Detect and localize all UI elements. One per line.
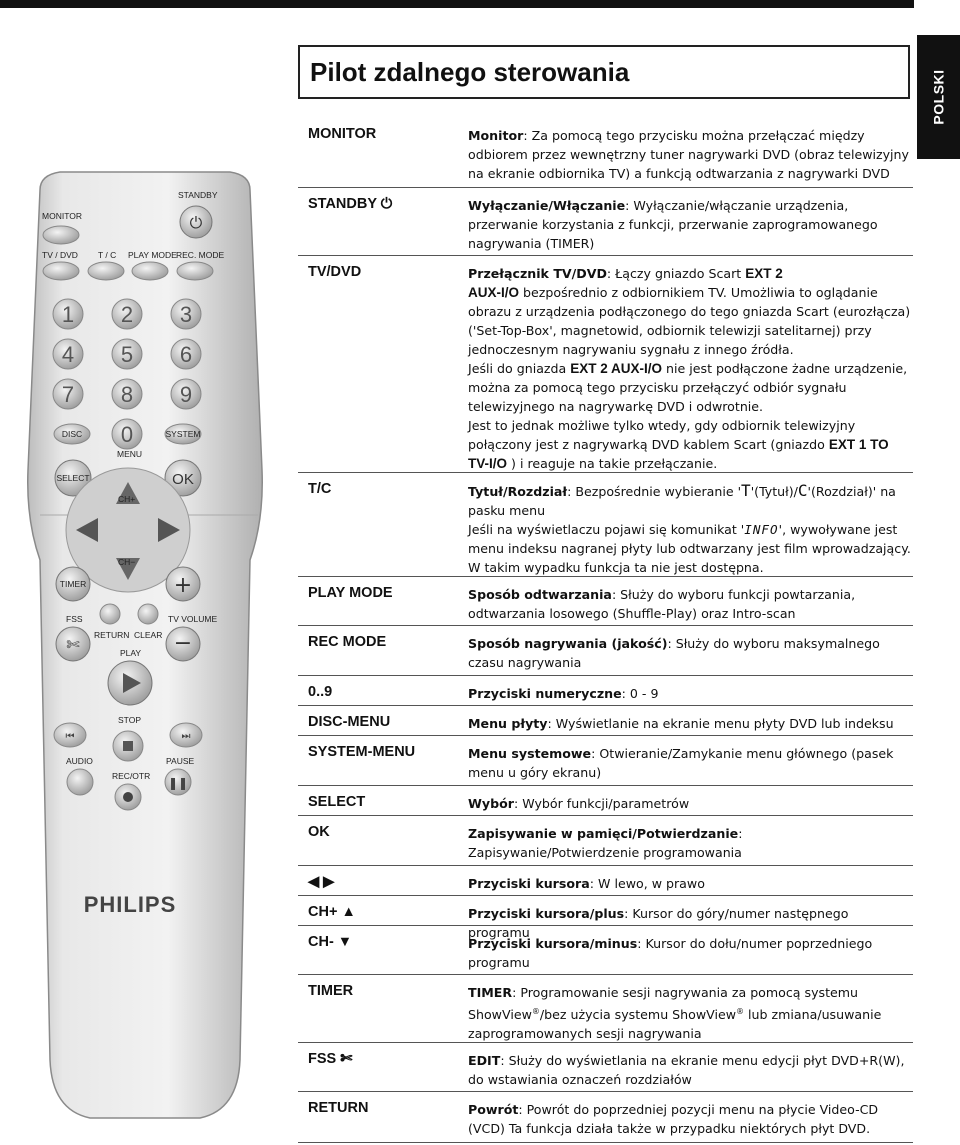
svg-text:5: 5 <box>120 342 134 367</box>
row-key: PLAY MODE <box>308 585 393 601</box>
plus-icon: + <box>173 573 193 598</box>
row-systemmenu <box>298 735 913 786</box>
row-desc: Menu systemowe: Otwieranie/Zamykanie menu głównego (pasek menu u góry ekranu) <box>468 746 894 780</box>
return-button <box>100 604 120 624</box>
row-desc: EDIT: Służy do wyświetlania na ekranie menu edycji płyt DVD+R(W), do wstawiania oznaczeń rozdziałów <box>468 1053 905 1087</box>
tc-button <box>88 262 124 280</box>
record-icon <box>123 792 133 802</box>
row-chminus <box>298 925 913 976</box>
recmode-button <box>177 262 213 280</box>
language-tab-label: POLSKI <box>930 69 947 125</box>
row-desc: Przyciski numeryczne: 0 - 9 <box>468 686 659 701</box>
tvdvd-label: TV / DVD <box>42 250 78 260</box>
next-icon: ⏭ <box>181 731 191 742</box>
timer-label: TIMER <box>59 579 87 589</box>
svg-text:3: 3 <box>179 302 193 327</box>
ok-label: OK <box>172 471 194 488</box>
svg-text:6: 6 <box>179 342 193 367</box>
row-desc: Monitor: Za pomocą tego przycisku można przełączać między odbiorem przez wewnętrzny tuner nagrywarki DVD (obraz telewizyjny na ekranie odbiornika TV) a funkcją odtwarzania z nagrywarki DVD <box>468 128 909 181</box>
row-cursor <box>298 865 913 896</box>
row-desc: Przełącznik TV/DVD: Łączy gniazdo Scart EXT 2 AUX-I/O bezpośrednio z odbiornikiem TV. Umożliwia to oglądanie obrazu z urządzenia podłączonego do tego gniazda Scart (eurozłącza) ('Set-Top-Box', magnetowid, odbiornik telewizji satelitarnej) przy jednoczesnym nagrywaniu sygnału z innego źródła. Jeśli do gniazda EXT 2 AUX-I/O nie jest podłączone żadne urządzenie, można za pomocą tego przycisku przełączyć odbiór sygnału telewizyjnego na nagrywarkę DVD i odwrotnie. Jest to jednak możliwe tylko wtedy, gdy odbiornik telewizyjny połączony jest z nagrywarką DVD kablem Scart (gniazdo EXT 1 TO TV-I/O ) i reaguje na takie przełączanie. <box>468 266 911 471</box>
svg-text:8: 8 <box>120 382 134 407</box>
recotr-label: REC/OTR <box>112 771 151 781</box>
row-desc: TIMER: Programowanie sesji nagrywania za pomocą systemu ShowView®/bez użycia systemu ShowView® lub zmiana/usuwanie zaprogramowanych sesji nagrywania <box>468 985 882 1042</box>
row-key: TIMER <box>308 983 354 999</box>
remote-control-illustration <box>0 0 290 1145</box>
language-tab <box>917 35 960 159</box>
stop-label: STOP <box>118 715 141 725</box>
row-key: TV/DVD <box>308 264 362 280</box>
svg-text:4: 4 <box>61 342 75 367</box>
playmode-label: PLAY MODE <box>128 250 177 260</box>
row-playmode <box>298 576 913 627</box>
row-return <box>298 1091 913 1143</box>
row-standby <box>298 187 913 256</box>
row-key: CH- ▼ <box>308 934 353 950</box>
row-key: T/C <box>308 481 332 497</box>
playmode-button <box>132 262 168 280</box>
row-numeric <box>298 675 913 706</box>
row-desc: Powrót: Powrót do poprzedniej pozycji menu na płycie Video-CD (VCD) Ta funkcja działa także w przypadku niektórych płyt DVD. <box>468 1102 879 1136</box>
row-desc: Wyłączanie/Włączanie: Wyłączanie/włączanie urządzenia, przerwanie korzystania z funkcji, przerwanie zaprogramowanego nagrywania (TIMER) <box>468 198 878 251</box>
row-key: MONITOR <box>308 126 377 142</box>
row-key: 0..9 <box>308 684 333 700</box>
row-desc: Zapisywanie w pamięci/Potwierdzanie: Zapisywanie/Potwierdzenie programowania <box>468 826 743 860</box>
scissors-icon: ✄ <box>66 635 80 654</box>
row-tvdvd <box>298 255 913 473</box>
row-key: REC MODE <box>308 634 387 650</box>
tvvolume-label: TV VOLUME <box>168 614 218 624</box>
svg-text:9: 9 <box>179 382 193 407</box>
row-key: STANDBY ⏻ <box>308 196 393 212</box>
row-desc: Tytuł/Rozdział: Bezpośrednie wybieranie 'T'(Tytuł)/C'(Rozdział)' na pasku menu Jeśli na wyświetlaczu pojawi się komunikat 'INFO', wywoływane jest menu indeksu nagranej płyty lub odtwarzany jest film wprowadzający. W takim wypadku funkcja ta nie jest dostępna. <box>468 481 911 575</box>
recmode-label: REC. MODE <box>176 250 225 260</box>
row-select <box>298 785 913 816</box>
row-desc: Menu płyty: Wyświetlanie na ekranie menu płyty DVD lub indeksu <box>468 716 894 731</box>
monitor-button <box>43 226 79 244</box>
disc-label: DISC <box>61 429 83 439</box>
menu-label: MENU <box>117 449 143 459</box>
row-chplus <box>298 895 913 940</box>
page-title-box <box>298 45 910 99</box>
tc-label: T / C <box>98 250 117 260</box>
svg-text:7: 7 <box>61 382 75 407</box>
chplus-label: CH+ <box>118 494 136 504</box>
tvdvd-button <box>43 262 79 280</box>
row-desc: Sposób nagrywania (jakość): Służy do wyboru maksymalnego czasu nagrywania <box>468 636 880 670</box>
row-desc: Przyciski kursora/plus: Kursor do góry/numer następnego programu <box>468 906 849 940</box>
row-timer <box>298 974 913 1044</box>
audio-button <box>67 769 93 795</box>
row-desc: Wybór: Wybór funkcji/parametrów <box>468 796 690 811</box>
row-tc <box>298 472 913 577</box>
brand-logo: PHILIPS <box>83 892 177 917</box>
row-desc: Sposób odtwarzania: Służy do wyboru funkcji powtarzania, odtwarzania losowego (Shuffle-Play) oraz Intro-scan <box>468 587 856 621</box>
row-desc: Przyciski kursora/minus: Kursor do dołu/numer poprzedniego programu <box>468 936 873 970</box>
play-label: PLAY <box>120 648 142 658</box>
standby-label: STANDBY <box>178 190 218 200</box>
clear-button <box>138 604 158 624</box>
stop-icon <box>123 741 133 751</box>
monitor-label: MONITOR <box>42 211 82 221</box>
system-label: SYSTEM <box>165 429 201 439</box>
svg-text:2: 2 <box>120 302 134 327</box>
minus-icon: − <box>173 631 193 656</box>
row-ok <box>298 815 913 866</box>
pause-icon: ❚❚ <box>167 776 189 790</box>
row-fss <box>298 1042 913 1093</box>
select-label: SELECT <box>56 473 90 483</box>
svg-text:0: 0 <box>120 422 134 447</box>
audio-label: AUDIO <box>66 756 93 766</box>
row-desc: Przyciski kursora: W lewo, w prawo <box>468 876 705 891</box>
row-recmode <box>298 625 913 676</box>
page-title: Pilot zdalnego sterowania <box>310 56 630 87</box>
return-label: RETURN <box>94 630 130 640</box>
row-key: OK <box>308 824 330 840</box>
clear-label: CLEAR <box>134 630 163 640</box>
row-key: SYSTEM-MENU <box>308 744 416 760</box>
power-icon: ⏻ <box>189 213 203 232</box>
row-key: FSS ✄ <box>308 1051 353 1067</box>
pause-label: PAUSE <box>166 756 195 766</box>
row-discmenu <box>298 705 913 736</box>
row-key: SELECT <box>308 794 366 810</box>
row-key: ◀ ▶ <box>308 874 335 890</box>
chminus-label: CH− <box>118 557 136 567</box>
fss-label: FSS <box>66 614 83 624</box>
row-key: DISC-MENU <box>308 714 391 730</box>
row-key: CH+ ▲ <box>308 904 356 920</box>
prev-icon: ⏮ <box>65 731 75 742</box>
row-key: RETURN <box>308 1100 369 1116</box>
row-monitor <box>298 118 913 190</box>
svg-text:1: 1 <box>61 302 75 327</box>
